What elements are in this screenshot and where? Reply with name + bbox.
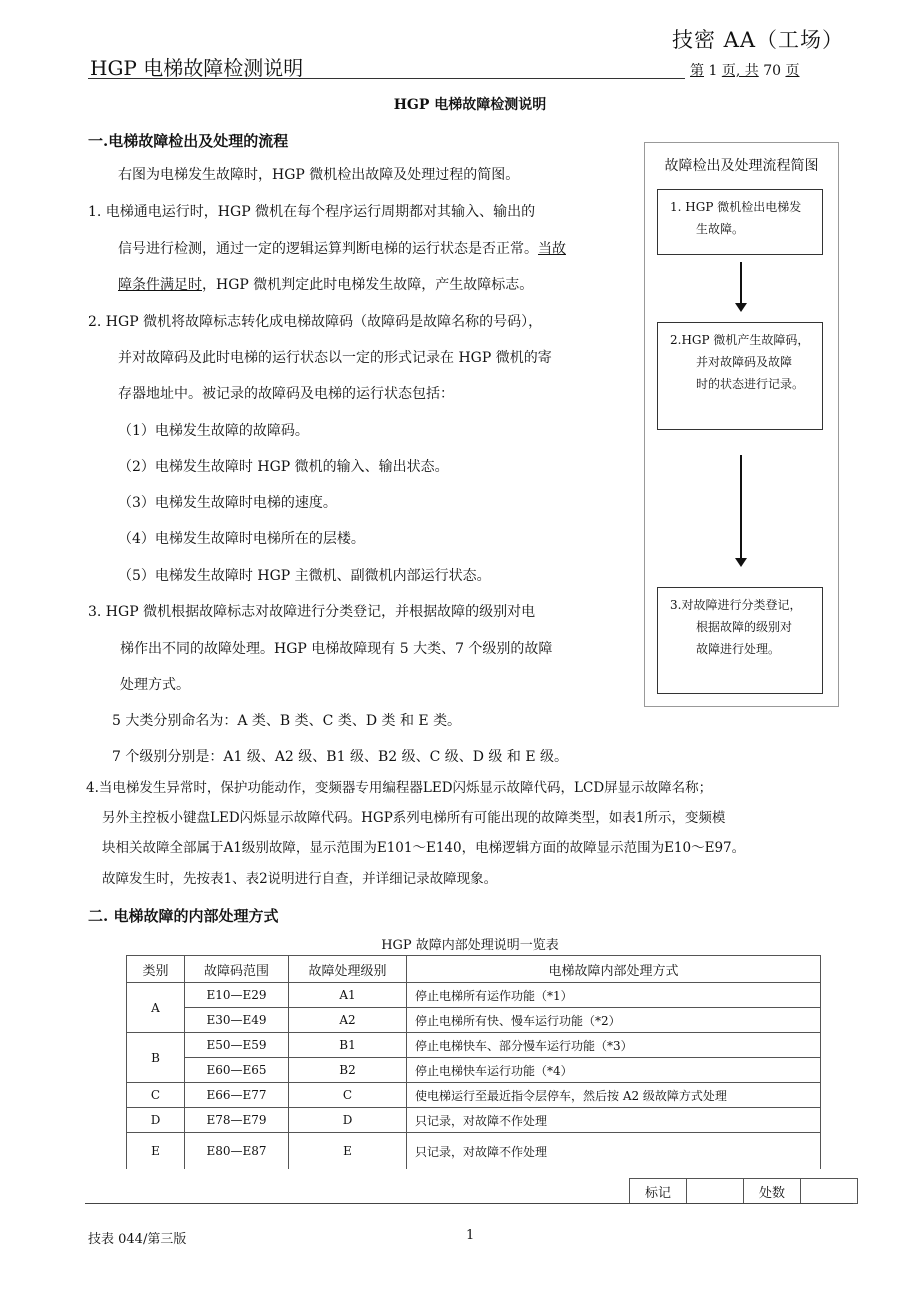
range-cell: E60—E65 (185, 1058, 289, 1083)
item2-subitem: （2）电梯发生故障时 HGP 微机的输入、输出状态。 (118, 459, 449, 475)
column-header: 类别 (127, 956, 185, 983)
item4-line: 故障发生时，先按表1、表2说明进行自查，并详细记录故障现象。 (102, 871, 498, 887)
table-caption: HGP 故障内部处理说明一览表 (381, 938, 559, 953)
item2-line3: 存器地址中。被记录的故障码及电梯的运行状态包括： (118, 386, 454, 402)
form-number: 技表 044/第三版 (88, 1232, 187, 1247)
level-cell: B1 (289, 1033, 407, 1058)
mark-label: 标记 (630, 1179, 687, 1204)
header-rule (88, 78, 685, 79)
action-cell: 使电梯运行至最近指令层停车，然后按 A2 级故障方式处理 (407, 1083, 821, 1108)
section1-intro: 右图为电梯发生故障时，HGP 微机检出故障及处理过程的简图。 (118, 167, 520, 183)
column-header: 电梯故障内部处理方式 (407, 956, 821, 983)
page-prefix: 第 (690, 63, 704, 79)
table-row (127, 1008, 821, 1033)
document-title: HGP 电梯故障检测说明 (393, 97, 547, 113)
item2-line2: 并对故障码及此时电梯的运行状态以一定的形式记录在 HGP 微机的寄 (118, 350, 552, 366)
page-current: 1 (708, 63, 718, 79)
item1-line1: 1. 电梯通电运行时，HGP 微机在每个程序运行周期都对其输入、输出的 (88, 204, 536, 220)
item3-line2: 梯作出不同的故障处理。HGP 电梯故障现有 5 大类、7 个级别的故障 (120, 641, 553, 657)
flow-step-text: 1. HGP 微机检出电梯发 (670, 200, 802, 214)
item3-line1: 3. HGP 微机根据故障标志对故障进行分类登记，并根据故障的级别对电 (88, 604, 536, 620)
flow-step-text: 根据故障的级别对 (696, 620, 793, 634)
mark-value (687, 1179, 744, 1204)
table-row (127, 1083, 821, 1108)
level-cell: A2 (289, 1008, 407, 1033)
action-cell: 只记录，对故障不作处理 (407, 1108, 821, 1133)
item1-underlined-end: 障条件满足时 (118, 277, 202, 293)
page-total: 70 (763, 63, 782, 79)
level-cell: B2 (289, 1058, 407, 1083)
table-row (127, 1033, 821, 1058)
flow-step-1 (657, 189, 823, 255)
page-mid: 页, 共 (721, 63, 759, 79)
range-cell: E10—E29 (185, 983, 289, 1008)
section1-heading: 一.电梯故障检出及处理的流程 (88, 132, 289, 150)
category-cell: A (127, 983, 185, 1033)
level-cell: E (289, 1133, 407, 1170)
action-cell: 停止电梯所有快、慢车运行功能（*2） (407, 1008, 821, 1033)
range-cell: E66—E77 (185, 1083, 289, 1108)
secret-level: 技密 AA（工场） (672, 28, 845, 52)
item4-line: 块相关故障全部属于A1级别故障，显示范围为E101～E140，电梯逻辑方面的故障显示范围为E10～E97。 (102, 840, 746, 856)
table-row (127, 1108, 821, 1133)
category-cell: B (127, 1033, 185, 1083)
item1-line2-text: 信号进行检测，通过一定的逻辑运算判断电梯的运行状态是否正常。 (118, 241, 538, 257)
item2-line1: 2. HGP 微机将故障标志转化成电梯故障码（故障码是故障名称的号码）， (88, 314, 543, 330)
levels-line: 7 个级别分别是：A1 级、A2 级、B1 级、B2 级、C 级、D 级 和 E 级。 (112, 749, 568, 765)
table-row (127, 1133, 821, 1170)
count-label: 处数 (744, 1179, 801, 1204)
flow-step-text: 生故障。 (696, 222, 745, 236)
flow-step-text: 时的状态进行记录。 (696, 377, 805, 391)
action-cell: 只记录，对故障不作处理 (407, 1133, 821, 1170)
section2-heading: 二. 电梯故障的内部处理方式 (88, 907, 279, 925)
footer-rule (85, 1203, 853, 1204)
item2-subitem: （3）电梯发生故障时电梯的速度。 (118, 495, 337, 511)
flow-step-2 (657, 322, 823, 430)
table-row (127, 983, 821, 1008)
action-cell: 停止电梯快车、部分慢车运行功能（*3） (407, 1033, 821, 1058)
item4-line: 另外主控板小键盘LED闪烁显示故障代码。HGP系列电梯所有可能出现的故障类型，如表1所示，变频模 (102, 810, 726, 826)
flow-step-text: 2.HGP 微机产生故障码， (670, 333, 810, 347)
range-cell: E80—E87 (185, 1133, 289, 1170)
flow-step-3 (657, 587, 823, 694)
page-suffix: 页 (785, 63, 800, 79)
table-header-row (127, 956, 821, 983)
item2-subitem: （4）电梯发生故障时电梯所在的层楼。 (118, 531, 365, 547)
arrow-down-icon (740, 262, 742, 304)
category-cell: C (127, 1083, 185, 1108)
count-value (801, 1179, 858, 1204)
level-cell: D (289, 1108, 407, 1133)
flow-step-text: 并对故障码及故障 (696, 355, 793, 369)
column-header: 故障处理级别 (289, 956, 407, 983)
table-row (127, 1058, 821, 1083)
level-cell: A1 (289, 983, 407, 1008)
item1-line3 (118, 276, 533, 294)
item1-underlined-start: 当故 (538, 241, 566, 257)
range-cell: E78—E79 (185, 1108, 289, 1133)
item2-subitem: （5）电梯发生故障时 HGP 主微机、副微机内部运行状态。 (118, 568, 491, 584)
header-title: HGP 电梯故障检测说明 (90, 56, 304, 80)
item1-line2 (118, 240, 566, 258)
item3-line3: 处理方式。 (120, 677, 190, 693)
categories-line: 5 大类分别命名为：A 类、B 类、C 类、D 类 和 E 类。 (112, 713, 462, 729)
range-cell: E30—E49 (185, 1008, 289, 1033)
item2-subitem: （1）电梯发生故障的故障码。 (118, 423, 309, 439)
column-header: 故障码范围 (185, 956, 289, 983)
fault-handling-table (126, 955, 821, 1169)
arrow-down-icon (740, 455, 742, 559)
page-indicator (690, 60, 799, 80)
action-cell: 停止电梯快车运行功能（*4） (407, 1058, 821, 1083)
range-cell: E50—E59 (185, 1033, 289, 1058)
flow-step-text: 3.对故障进行分类登记， (670, 598, 802, 612)
category-cell: E (127, 1133, 185, 1170)
item1-line3-text: ，HGP 微机判定此时电梯发生故障，产生故障标志。 (202, 277, 534, 293)
footer-page-number: 1 (466, 1228, 475, 1243)
item4-line: 4.当电梯发生异常时，保护功能动作，变频器专用编程器LED闪烁显示故障代码，LCD屏显示故障名称； (86, 780, 713, 796)
level-cell: C (289, 1083, 407, 1108)
flowchart-title: 故障检出及处理流程简图 (664, 158, 819, 174)
action-cell: 停止电梯所有运作功能（*1） (407, 983, 821, 1008)
category-cell: D (127, 1108, 185, 1133)
revision-marks-box (629, 1178, 858, 1204)
flow-step-text: 故障进行处理。 (696, 642, 781, 656)
